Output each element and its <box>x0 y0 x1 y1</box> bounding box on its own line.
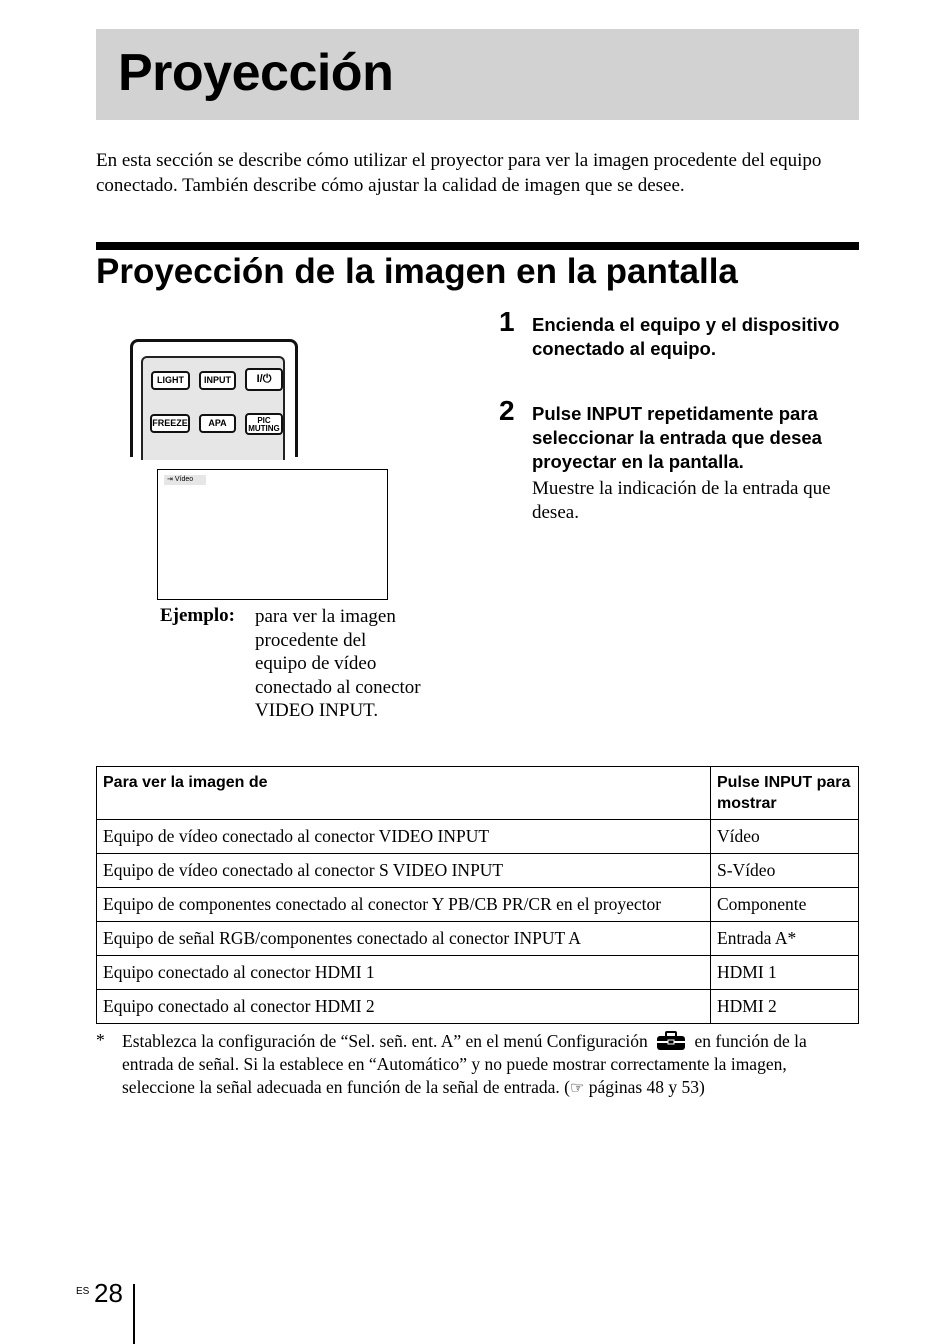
table-row <box>97 990 859 1024</box>
table-row <box>97 820 859 854</box>
table-header-row <box>97 767 859 820</box>
example-line: conectado al conector <box>255 676 421 698</box>
cell-indication: Vídeo <box>711 820 859 854</box>
example-line: procedente del <box>255 629 367 651</box>
example-line: para ver la imagen <box>255 606 396 627</box>
cell-indication: Entrada A* <box>711 922 859 956</box>
language-code: ES <box>76 1286 90 1297</box>
freeze-button-drawing: FREEZE <box>150 414 190 433</box>
pic-muting-button-drawing: PIC MUTING <box>245 413 283 435</box>
cell-indication: HDMI 1 <box>711 956 859 990</box>
step-2-body: Muestre la indicación de la entrada que desea. <box>532 478 831 523</box>
cell-source: Equipo de componentes conectado al conector Y PB/CB PR/CR en el proyector <box>97 888 711 922</box>
table-row <box>97 956 859 990</box>
step-1-title: Encienda el equipo y el dispositivo conectado al equipo. <box>532 314 840 359</box>
reference-pointer-icon: ☞ <box>569 1080 585 1097</box>
power-button-drawing: I/⏻ <box>245 368 283 391</box>
header-source: Para ver la imagen de <box>97 767 711 820</box>
step-2-number: 2 <box>499 395 515 426</box>
remote-control-illustration <box>130 339 298 457</box>
cell-source: Equipo de señal RGB/componentes conectado al conector INPUT A <box>97 922 711 956</box>
example-text <box>255 605 445 723</box>
screen-input-label <box>164 475 206 485</box>
table-row <box>97 854 859 888</box>
table-row <box>97 922 859 956</box>
example-label: Ejemplo: <box>160 605 235 626</box>
title-band <box>96 29 859 120</box>
screen-label-text: Vídeo <box>174 476 194 483</box>
footnote-part: en función de la entrada de señal. Si la establece en “Automático” y no puede mostrar correctamente la imagen, seleccione la señal adecuada en función de la señal de entrada. ( <box>122 1031 807 1097</box>
light-button-drawing: LIGHT <box>151 371 190 390</box>
remote-panel <box>141 356 285 460</box>
footnote-text <box>122 1030 862 1100</box>
page-title: Proyección <box>118 44 394 102</box>
footnote-page-reference: páginas 48 y 53) <box>584 1077 705 1097</box>
cell-source: Equipo de vídeo conectado al conector VIDEO INPUT <box>97 820 711 854</box>
example-line: equipo de vídeo <box>255 653 377 674</box>
cell-indication: S-Vídeo <box>711 854 859 888</box>
apa-button-drawing: APA <box>199 414 236 433</box>
table-row <box>97 888 859 922</box>
page-number: 28 <box>94 1278 123 1308</box>
header-indication: Pulse INPUT para mostrar <box>711 767 859 820</box>
section-title: Proyección de la imagen en la pantalla <box>96 252 738 291</box>
cell-indication: HDMI 2 <box>711 990 859 1024</box>
input-icon: ⇥ <box>167 476 173 483</box>
projection-screen-illustration <box>157 469 388 600</box>
step-2-title: Pulse INPUT repetidamente para seleccionar la entrada que desea proyectar en la pantalla. <box>532 403 822 472</box>
footnote-part: Establezca la configuración de “Sel. señ. ent. A” en el menú Configuración <box>122 1031 648 1051</box>
step-1-number: 1 <box>499 306 515 337</box>
intro-paragraph: En esta sección se describe cómo utilizar el proyector para ver la imagen procedente del equipo conectado. También describe cómo ajustar la calidad de imagen que se desee. <box>96 150 822 196</box>
cell-indication: Componente <box>711 888 859 922</box>
footnote-marker: * <box>96 1030 105 1050</box>
cell-source: Equipo conectado al conector HDMI 2 <box>97 990 711 1024</box>
page-number-rule <box>133 1284 135 1344</box>
toolbox-icon <box>656 1031 686 1051</box>
input-button-drawing: INPUT <box>199 371 236 390</box>
example-line: VIDEO INPUT. <box>255 700 379 721</box>
cell-source: Equipo conectado al conector HDMI 1 <box>97 956 711 990</box>
section-rule <box>96 242 859 250</box>
cell-source: Equipo de vídeo conectado al conector S VIDEO INPUT <box>97 854 711 888</box>
input-selection-table <box>96 766 859 1024</box>
